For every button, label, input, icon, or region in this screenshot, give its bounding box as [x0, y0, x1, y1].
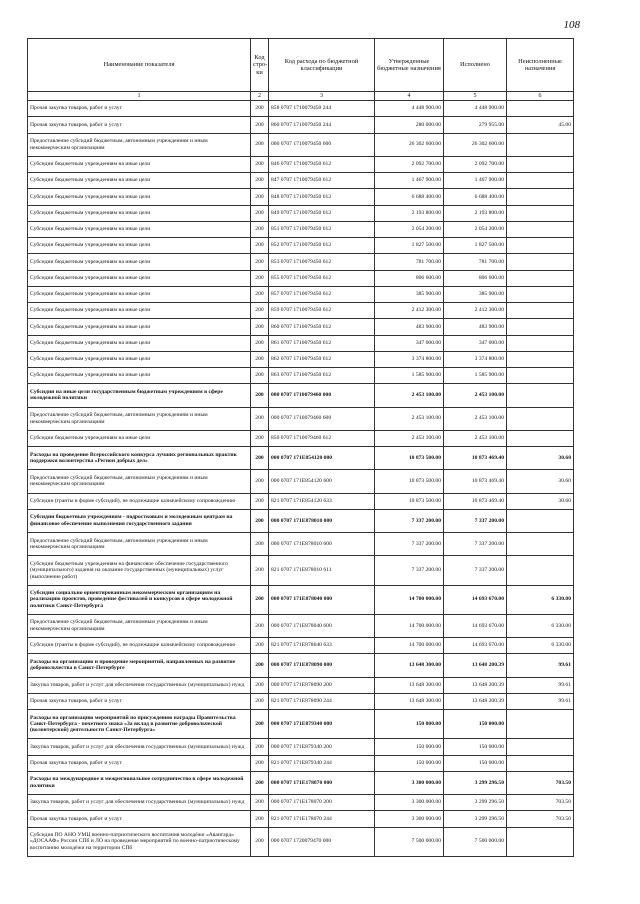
row-executed-cell: 150 000.00: [444, 710, 507, 739]
row-code-cell: 200: [251, 755, 269, 771]
row-remaining-cell: [507, 221, 574, 237]
row-executed-cell: 1 827 500.00: [444, 238, 507, 254]
row-executed-cell: 13 648 200.39: [444, 677, 507, 693]
row-name-cell: Прочая закупка товаров, работ и услуг: [28, 117, 251, 133]
table-row: [28, 739, 574, 755]
row-approved-cell: 781 700.00: [375, 254, 444, 270]
row-approved-cell: 2 453 100.00: [375, 407, 444, 430]
row-name-cell: Закупка товаров, работ и услуг для обеспечения государственных (муниципальных) нужд: [28, 795, 251, 811]
row-remaining-cell: [507, 430, 574, 446]
row-remaining-cell: [507, 509, 574, 532]
row-remaining-cell: [507, 351, 574, 367]
row-executed-cell: 2 092 700.00: [444, 156, 507, 172]
row-approved-cell: 13 648 300.00: [375, 677, 444, 693]
row-remaining-cell: [507, 101, 574, 117]
row-code-cell: 200: [251, 101, 269, 117]
row-name-cell: Субсидии (гранты в форме субсидий), не подлежащие казначейскому сопровождению: [28, 493, 251, 509]
row-remaining-cell: [507, 368, 574, 384]
row-classification-cell: 858 0707 1710079450 244: [269, 101, 375, 117]
row-name-cell: Субсидии социально ориентированным некоммерческим организациям на реализацию проектов, проведение фестивалей и конкурсов в сфере молодежной политики Санкт-Петербурга: [28, 585, 251, 614]
row-remaining-cell: [507, 710, 574, 739]
table-row: [28, 238, 574, 254]
table-row: [28, 335, 574, 351]
table-row: [28, 319, 574, 335]
row-executed-cell: 2 193 800.00: [444, 205, 507, 221]
row-classification-cell: 000 0707 171E878090 200: [269, 677, 375, 693]
row-executed-cell: 6 688 400.00: [444, 189, 507, 205]
row-approved-cell: 7 337 200.00: [375, 533, 444, 556]
row-remaining-cell: [507, 384, 574, 407]
row-approved-cell: 2 453 100.00: [375, 430, 444, 446]
row-classification-cell: 000 0707 171Е178070 000: [269, 771, 375, 794]
row-executed-cell: 10 873 469.40: [444, 493, 507, 509]
row-name-cell: Закупка товаров, работ и услуг для обеспечения государственных (муниципальных) нужд: [28, 677, 251, 693]
table-row: [28, 677, 574, 693]
row-name-cell: Закупка товаров, работ и услуг для обеспечения государственных (муниципальных) нужд: [28, 739, 251, 755]
table-row: [28, 795, 574, 811]
row-executed-cell: 2 453 100.00: [444, 430, 507, 446]
row-executed-cell: 14 693 670.00: [444, 638, 507, 654]
row-remaining-cell: [507, 319, 574, 335]
header-code: Код стро-ки: [251, 39, 269, 92]
row-classification-cell: 000 0707 1720079470 000: [269, 827, 375, 856]
column-number: 2: [251, 92, 269, 101]
row-executed-cell: 7 337 200.00: [444, 509, 507, 532]
row-name-cell: Субсидии бюджетным учреждениям на иные цели: [28, 254, 251, 270]
row-name-cell: Субсидии бюджетным учреждениям на иные цели: [28, 335, 251, 351]
row-remaining-cell: [507, 533, 574, 556]
row-executed-cell: 3 299 296.50: [444, 795, 507, 811]
row-classification-cell: 000 0707 171E854120 000: [269, 447, 375, 470]
row-approved-cell: 806 600.00: [375, 270, 444, 286]
table-row: [28, 254, 574, 270]
row-executed-cell: 347 000.00: [444, 335, 507, 351]
row-executed-cell: 26 302 600.00: [444, 133, 507, 156]
row-classification-cell: 846 0707 1710079450 612: [269, 156, 375, 172]
row-remaining-cell: [507, 238, 574, 254]
row-remaining-cell: [507, 156, 574, 172]
row-code-cell: 200: [251, 638, 269, 654]
header-executed: Исполнено: [444, 39, 507, 92]
row-name-cell: Предоставление субсидий бюджетным, автономным учреждениям и иным некоммерческим организациям: [28, 533, 251, 556]
table-row: [28, 509, 574, 532]
row-code-cell: 200: [251, 303, 269, 319]
table-row: [28, 384, 574, 407]
row-remaining-cell: 6 330.00: [507, 638, 574, 654]
row-remaining-cell: [507, 827, 574, 856]
row-code-cell: 200: [251, 254, 269, 270]
row-executed-cell: 150 000.00: [444, 739, 507, 755]
row-executed-cell: 1 585 900.00: [444, 368, 507, 384]
row-classification-cell: 821 0707 171E878090 244: [269, 693, 375, 709]
page-number: 108: [563, 19, 580, 31]
row-executed-cell: 10 873 469.40: [444, 447, 507, 470]
row-code-cell: 200: [251, 493, 269, 509]
row-approved-cell: 347 000.00: [375, 335, 444, 351]
row-classification-cell: 851 0707 1710079450 612: [269, 221, 375, 237]
header-name: Наименование показателя: [28, 39, 251, 92]
row-classification-cell: 848 0707 1710079450 612: [269, 189, 375, 205]
row-classification-cell: 847 0707 1710079450 612: [269, 173, 375, 189]
row-name-cell: Субсидии бюджетным учреждениям на иные цели: [28, 270, 251, 286]
row-executed-cell: 7 337 200.00: [444, 556, 507, 585]
row-executed-cell: 3 374 800.00: [444, 351, 507, 367]
row-classification-cell: 857 0707 1710079450 612: [269, 286, 375, 302]
row-code-cell: 200: [251, 795, 269, 811]
table-row: [28, 303, 574, 319]
row-classification-cell: 850 0707 1710079460 612: [269, 430, 375, 446]
row-name-cell: Предоставление субсидий бюджетным, автономным учреждениям и иным некоммерческим организациям: [28, 470, 251, 493]
row-remaining-cell: [507, 303, 574, 319]
row-name-cell: Прочая закупка товаров, работ и услуг: [28, 755, 251, 771]
row-executed-cell: 10 873 469.40: [444, 470, 507, 493]
row-classification-cell: 000 0707 171E878040 000: [269, 585, 375, 614]
table-row: [28, 133, 574, 156]
row-code-cell: 200: [251, 739, 269, 755]
table-row: [28, 286, 574, 302]
row-code-cell: 200: [251, 286, 269, 302]
row-name-cell: Расходы на организацию и проведение мероприятий, направленных на развитие добровольчества в Санкт-Петербурге: [28, 654, 251, 677]
row-remaining-cell: [507, 286, 574, 302]
table-row: [28, 368, 574, 384]
row-remaining-cell: [507, 407, 574, 430]
row-name-cell: Прочая закупка товаров, работ и услуг: [28, 811, 251, 827]
row-code-cell: 200: [251, 533, 269, 556]
row-executed-cell: 385 900.00: [444, 286, 507, 302]
row-code-cell: 200: [251, 156, 269, 172]
row-classification-cell: 863 0707 1710079450 612: [269, 368, 375, 384]
row-classification-cell: 000 0707 1710079450 600: [269, 133, 375, 156]
row-remaining-cell: 30.60: [507, 447, 574, 470]
row-name-cell: Субсидии бюджетным учреждениям на иные цели: [28, 303, 251, 319]
row-approved-cell: 280 000.00: [375, 117, 444, 133]
row-approved-cell: 150 000.00: [375, 755, 444, 771]
table-row: [28, 533, 574, 556]
row-classification-cell: 000 0707 171E879340 000: [269, 710, 375, 739]
row-name-cell: Прочая закупка товаров, работ и услуг: [28, 693, 251, 709]
row-name-cell: Субсидии бюджетным учреждениям на финансовое обеспечение государственного (муниципального) задания на оказание государственных (муниципальных) услуг (выполнение работ): [28, 556, 251, 585]
row-classification-cell: 821 0707 171E878040 633: [269, 638, 375, 654]
row-name-cell: Субсидии бюджетным учреждениям на иные цели: [28, 173, 251, 189]
row-remaining-cell: 99.61: [507, 677, 574, 693]
row-executed-cell: 1 467 900.00: [444, 173, 507, 189]
row-code-cell: 200: [251, 335, 269, 351]
budget-execution-table: [27, 38, 574, 857]
row-remaining-cell: [507, 755, 574, 771]
row-name-cell: Расходы на проведение Всероссийского конкурса лучших региональных практик поддержки волонтерства «Регион добрых дел»: [28, 447, 251, 470]
row-code-cell: 200: [251, 117, 269, 133]
row-code-cell: 200: [251, 189, 269, 205]
table-row: [28, 221, 574, 237]
row-classification-cell: 000 0707 171E878090 000: [269, 654, 375, 677]
row-executed-cell: 781 700.00: [444, 254, 507, 270]
row-name-cell: Субсидии бюджетным учреждениям на иные цели: [28, 205, 251, 221]
row-code-cell: 200: [251, 238, 269, 254]
table-row: [28, 101, 574, 117]
row-remaining-cell: 99.61: [507, 693, 574, 709]
row-remaining-cell: [507, 189, 574, 205]
row-executed-cell: 483 900.00: [444, 319, 507, 335]
row-approved-cell: 3 300 000.00: [375, 795, 444, 811]
row-code-cell: 200: [251, 270, 269, 286]
row-approved-cell: 385 900.00: [375, 286, 444, 302]
row-executed-cell: 7 337 200.00: [444, 533, 507, 556]
row-approved-cell: 14 700 000.00: [375, 585, 444, 614]
row-executed-cell: 2 412 300.00: [444, 303, 507, 319]
table-row: [28, 493, 574, 509]
row-code-cell: 200: [251, 221, 269, 237]
row-code-cell: 200: [251, 447, 269, 470]
row-approved-cell: 150 000.00: [375, 739, 444, 755]
row-approved-cell: 4 448 900.00: [375, 101, 444, 117]
row-classification-cell: 860 0707 1710079450 244: [269, 117, 375, 133]
row-remaining-cell: [507, 556, 574, 585]
table-row: [28, 351, 574, 367]
row-remaining-cell: [507, 270, 574, 286]
row-executed-cell: 13 648 200.39: [444, 693, 507, 709]
row-executed-cell: 14 693 670.00: [444, 614, 507, 637]
row-code-cell: 200: [251, 133, 269, 156]
row-remaining-cell: 703.50: [507, 795, 574, 811]
row-remaining-cell: [507, 254, 574, 270]
row-approved-cell: 1 467 900.00: [375, 173, 444, 189]
row-code-cell: 200: [251, 585, 269, 614]
row-approved-cell: 2 453 100.00: [375, 384, 444, 407]
row-approved-cell: 483 900.00: [375, 319, 444, 335]
row-approved-cell: 1 585 900.00: [375, 368, 444, 384]
row-approved-cell: 10 873 500.00: [375, 493, 444, 509]
table-row: [28, 430, 574, 446]
table-row: [28, 710, 574, 739]
row-name-cell: Субсидии бюджетным учреждениям на иные цели: [28, 368, 251, 384]
table-row: [28, 173, 574, 189]
row-classification-cell: 821 0707 171E879340 244: [269, 755, 375, 771]
row-code-cell: 200: [251, 407, 269, 430]
row-name-cell: Прочая закупка товаров, работ и услуг: [28, 101, 251, 117]
row-classification-cell: 000 0707 171E854120 600: [269, 470, 375, 493]
table-row: [28, 771, 574, 794]
row-remaining-cell: [507, 739, 574, 755]
row-executed-cell: 2 054 200.00: [444, 221, 507, 237]
row-name-cell: Субсидии (гранты в форме субсидий), не подлежащие казначейскому сопровождению: [28, 638, 251, 654]
row-remaining-cell: 6 330.00: [507, 585, 574, 614]
table-row: [28, 117, 574, 133]
row-name-cell: Расходы на организацию мероприятий по присуждению награды Правительства Санкт-Петербурга - почетного знака «За вклад в развитие добровольческой (волонтерской) деятельности Санкт-Петербурга»: [28, 710, 251, 739]
row-executed-cell: 3 299 296.50: [444, 811, 507, 827]
table-row: [28, 470, 574, 493]
column-number: 6: [507, 92, 574, 101]
table-row: [28, 585, 574, 614]
row-remaining-cell: [507, 133, 574, 156]
table-row: [28, 638, 574, 654]
table-row: [28, 407, 574, 430]
row-approved-cell: 1 827 500.00: [375, 238, 444, 254]
row-name-cell: Субсидии бюджетным учреждениям на иные цели: [28, 156, 251, 172]
row-name-cell: Субсидии бюджетным учреждениям на иные цели: [28, 221, 251, 237]
row-remaining-cell: 99.61: [507, 654, 574, 677]
header-approved: Утвержденные бюджетные назначения: [375, 39, 444, 92]
row-name-cell: Предоставление субсидий бюджетным, автономным учреждениям и иным некоммерческим организациям: [28, 133, 251, 156]
row-name-cell: Субсидии бюджетным учреждениям на иные цели: [28, 319, 251, 335]
row-code-cell: 200: [251, 556, 269, 585]
row-classification-cell: 861 0707 1710079450 612: [269, 335, 375, 351]
row-approved-cell: 7 337 200.00: [375, 509, 444, 532]
row-code-cell: 200: [251, 509, 269, 532]
row-code-cell: 200: [251, 351, 269, 367]
row-approved-cell: 10 873 500.00: [375, 447, 444, 470]
row-classification-cell: 860 0707 1710079450 612: [269, 319, 375, 335]
row-approved-cell: 3 374 800.00: [375, 351, 444, 367]
row-approved-cell: 7 337 200.00: [375, 556, 444, 585]
row-classification-cell: 852 0707 1710079450 612: [269, 238, 375, 254]
row-code-cell: 200: [251, 384, 269, 407]
row-remaining-cell: 703.50: [507, 811, 574, 827]
header-classification: Код расхода по бюджетной классификации: [269, 39, 375, 92]
row-code-cell: 200: [251, 368, 269, 384]
table-row: [28, 189, 574, 205]
row-approved-cell: 14 700 000.00: [375, 638, 444, 654]
row-name-cell: Расходы на международное и межрегиональное сотрудничество в сфере молодежной политики: [28, 771, 251, 794]
row-classification-cell: 000 0707 171E878040 600: [269, 614, 375, 637]
row-name-cell: Субсидии бюджетным учреждениям на иные цели: [28, 189, 251, 205]
row-approved-cell: 2 092 700.00: [375, 156, 444, 172]
row-executed-cell: 13 648 200.39: [444, 654, 507, 677]
row-classification-cell: 862 0707 1710079450 612: [269, 351, 375, 367]
table-row: [28, 447, 574, 470]
row-remaining-cell: [507, 173, 574, 189]
column-number-row: [28, 92, 574, 101]
row-name-cell: Субсидии бюджетным учреждениям - подростковым и молодежным центрам на финансовое обеспечение выполнения государственного задания: [28, 509, 251, 532]
row-executed-cell: 279 955.00: [444, 117, 507, 133]
row-approved-cell: 3 300 000.00: [375, 811, 444, 827]
row-name-cell: Предоставление субсидий бюджетным, автономным учреждениям и иным некоммерческим организациям: [28, 407, 251, 430]
row-classification-cell: 821 0707 171E878010 611: [269, 556, 375, 585]
row-approved-cell: 2 054 200.00: [375, 221, 444, 237]
table-row: [28, 270, 574, 286]
row-executed-cell: 14 693 670.00: [444, 585, 507, 614]
row-remaining-cell: 6 330.00: [507, 614, 574, 637]
row-name-cell: Субсидии бюджетным учреждениям на иные цели: [28, 286, 251, 302]
row-code-cell: 200: [251, 677, 269, 693]
row-classification-cell: 849 0707 1710079450 612: [269, 205, 375, 221]
row-classification-cell: 000 0707 171E878010 600: [269, 533, 375, 556]
row-remaining-cell: [507, 205, 574, 221]
row-classification-cell: 855 0707 1710079450 612: [269, 270, 375, 286]
row-code-cell: 200: [251, 771, 269, 794]
row-remaining-cell: 703.50: [507, 771, 574, 794]
row-executed-cell: 150 000.00: [444, 755, 507, 771]
row-name-cell: Субсидии бюджетным учреждениям на иные цели: [28, 238, 251, 254]
row-classification-cell: 821 0707 171Е178070 244: [269, 811, 375, 827]
table-row: [28, 556, 574, 585]
row-remaining-cell: 30.60: [507, 470, 574, 493]
column-number: 3: [269, 92, 375, 101]
column-number: 5: [444, 92, 507, 101]
row-name-cell: Субсидии на иные цели государственным бюджетным учреждениям в сфере молодежной политики: [28, 384, 251, 407]
row-approved-cell: 14 700 000.00: [375, 614, 444, 637]
row-code-cell: 200: [251, 710, 269, 739]
row-code-cell: 200: [251, 693, 269, 709]
row-approved-cell: 3 300 000.00: [375, 771, 444, 794]
row-remaining-cell: 45.00: [507, 117, 574, 133]
row-code-cell: 200: [251, 319, 269, 335]
row-code-cell: 200: [251, 205, 269, 221]
row-classification-cell: 859 0707 1710079450 612: [269, 303, 375, 319]
header-remaining: Неисполненные назначения: [507, 39, 574, 92]
row-classification-cell: 000 0707 1710079460 000: [269, 384, 375, 407]
row-name-cell: Субсидия ПО АНО УМЦ военно-патриотического воспитания молодёжи «Авангард» «ДОСААФ» России СПб и ЛО на проведение мероприятий по военно-патриотическому воспитанию молодёжи на территории СПб: [28, 827, 251, 856]
row-executed-cell: 4 448 900.00: [444, 101, 507, 117]
row-classification-cell: 821 0707 171E854120 633: [269, 493, 375, 509]
row-approved-cell: 150 000.00: [375, 710, 444, 739]
row-code-cell: 200: [251, 173, 269, 189]
row-remaining-cell: [507, 335, 574, 351]
table-header-row: [28, 39, 574, 92]
row-code-cell: 200: [251, 430, 269, 446]
table-row: [28, 654, 574, 677]
row-code-cell: 200: [251, 827, 269, 856]
row-approved-cell: 13 648 300.00: [375, 693, 444, 709]
row-code-cell: 200: [251, 654, 269, 677]
row-executed-cell: 2 453 100.00: [444, 407, 507, 430]
row-classification-cell: 853 0707 1710079450 612: [269, 254, 375, 270]
row-code-cell: 200: [251, 811, 269, 827]
row-name-cell: Субсидии бюджетным учреждениям на иные цели: [28, 351, 251, 367]
row-approved-cell: 13 648 300.00: [375, 654, 444, 677]
row-executed-cell: 3 299 296.50: [444, 771, 507, 794]
row-classification-cell: 000 0707 171E879340 200: [269, 739, 375, 755]
table-row: [28, 693, 574, 709]
row-remaining-cell: 30.60: [507, 493, 574, 509]
column-number: 1: [28, 92, 251, 101]
row-code-cell: 200: [251, 614, 269, 637]
row-executed-cell: 7 500 000.00: [444, 827, 507, 856]
table-row: [28, 755, 574, 771]
row-approved-cell: 2 193 800.00: [375, 205, 444, 221]
table-row: [28, 156, 574, 172]
row-approved-cell: 26 302 600.00: [375, 133, 444, 156]
row-approved-cell: 10 873 500.00: [375, 470, 444, 493]
row-approved-cell: 7 500 000.00: [375, 827, 444, 856]
row-classification-cell: 000 0707 171E878010 000: [269, 509, 375, 532]
row-approved-cell: 2 412 300.00: [375, 303, 444, 319]
row-executed-cell: 2 453 100.00: [444, 384, 507, 407]
row-approved-cell: 6 688 400.00: [375, 189, 444, 205]
row-name-cell: Субсидии бюджетным учреждениям на иные цели: [28, 430, 251, 446]
table-row: [28, 827, 574, 856]
row-name-cell: Предоставление субсидий бюджетным, автономным учреждениям и иным некоммерческим организациям: [28, 614, 251, 637]
table-row: [28, 614, 574, 637]
row-code-cell: 200: [251, 470, 269, 493]
row-classification-cell: 000 0707 1710079460 600: [269, 407, 375, 430]
table-row: [28, 205, 574, 221]
column-number: 4: [375, 92, 444, 101]
table-row: [28, 811, 574, 827]
row-classification-cell: 000 0707 171Е178070 200: [269, 795, 375, 811]
row-executed-cell: 806 600.00: [444, 270, 507, 286]
